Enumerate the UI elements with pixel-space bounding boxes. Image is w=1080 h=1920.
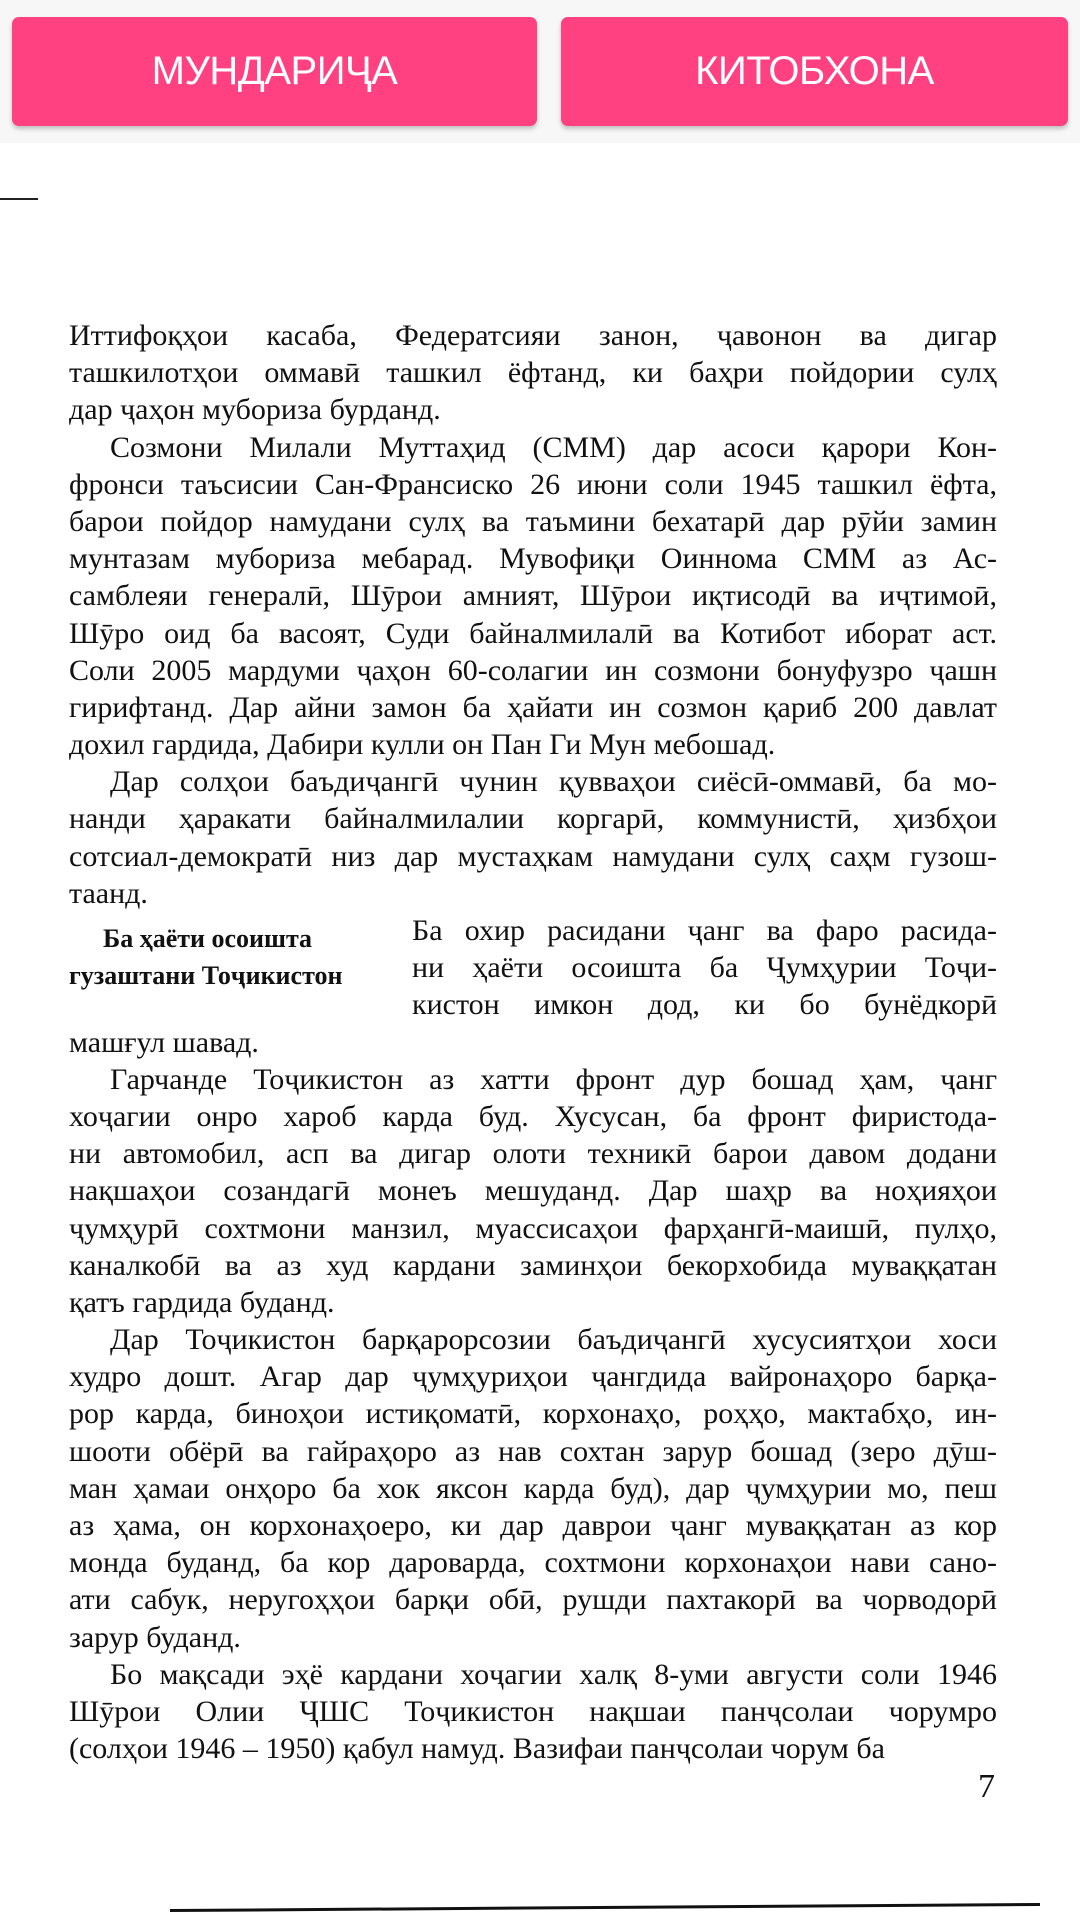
book-page: [69, 317, 997, 1767]
text-line: машғул шавад.: [69, 1025, 259, 1059]
text-line: худро дошт. Агар дар ҷумҳуриҳои ҷангдида вайронаҳоро барқа-: [69, 1360, 997, 1394]
text-line: таанд.: [69, 876, 148, 910]
text-line: нақшаҳои созандагӣ монеъ мешуданд. Дар шаҳр ва ноҳияҳои: [69, 1174, 997, 1208]
section-block: [69, 912, 997, 1024]
text-line: Созмони Милали Муттаҳид (СММ) дар асоси қарори Кон-: [110, 430, 997, 464]
scan-mark: [0, 198, 38, 200]
scan-edge: [170, 1903, 1040, 1912]
text-line: рор карда, биноҳои истиқоматӣ, корхонаҳо, роҳҳо, мактабҳо, ин-: [69, 1397, 997, 1431]
text-line: ни автомобил, асп ва дигар олоти техникӣ барои давом додани: [69, 1137, 997, 1171]
text-line: мунтазам мубориза мебарад. Мувофиқи Оиннома СММ аз Ас-: [69, 542, 997, 576]
text-line: дар ҷаҳон мубориза бурданд.: [69, 393, 441, 427]
paragraph: [69, 1656, 997, 1768]
text-line: Дар Тоҷикистон барқарорсозии баъдиҷангӣ хусусиятҳои хоси: [110, 1323, 997, 1357]
text-line: аз ҳама, он корхонаҳоеро, ки дар даврои ҷанг муваққатан аз кор: [69, 1509, 997, 1542]
paragraph: [69, 763, 997, 912]
section-heading-line: Ба ҳаёти осоишта: [103, 924, 313, 953]
paragraph: [69, 429, 997, 764]
text-line: монда буданд, ба кор даровардa, сохтмони корхонаҳои нави сано-: [69, 1546, 997, 1580]
text-line: ташкилотҳои оммавӣ ташкил ёфтанд, ки баҳри пойдории сулҳ: [69, 356, 997, 390]
text-line: хоҷагии онро хароб карда буд. Хусусан, ба фронт фиристода-: [69, 1099, 997, 1133]
page-number: 7: [978, 1768, 995, 1805]
text-line: барои пойдор намудани сулҳ ва таъмини бехатарӣ дар рӯйи замин: [69, 504, 997, 538]
text-line: каналкобӣ ва аз худ кардани заминҳои бекорхобида муваққатан: [69, 1248, 997, 1282]
paragraph: [69, 1321, 997, 1656]
text-line: қатъ гардида буданд.: [69, 1285, 335, 1319]
text-line: ҷумҳурӣ сохтмони манзил, муассисаҳои фарҳангӣ-маишӣ, пулҳо,: [69, 1211, 997, 1245]
top-toolbar: [0, 0, 1080, 143]
text-line: Шӯрои Олии ҶШС Тоҷикистон нақшаи панҷсолаи чорумро: [69, 1694, 997, 1728]
section-heading-line: гузаштани Тоҷикистон: [69, 961, 343, 991]
text-line: гирифтанд. Дар айни замон ба ҳайати ин созмон қариб 200 давлат: [69, 690, 997, 724]
text-line: ни ҳаёти осоишта ба Ҷумҳурии Тоҷи-: [412, 951, 997, 985]
text-line: фронси таъсисии Сан-Франсиско 26 июни соли 1945 ташкил ёфта,: [69, 467, 997, 501]
text-line: нанди ҳаракати байналмилалии коргарӣ, коммунистӣ, ҳизбҳои: [69, 802, 997, 836]
text-line: (солҳои 1946 – 1950) қабул намуд. Вазифаи панҷсолаи чорум ба: [69, 1732, 885, 1766]
text-line: Шӯро оид ба васоят, Суди байналмилалӣ ва Котибот иборат аст.: [69, 616, 997, 650]
text-line: Бо мақсади эҳё кардани хоҷагии халқ 8-уми августи соли 1946: [110, 1657, 997, 1691]
text-line: самблеяи генералӣ, Шӯрои амният, Шӯрои иқтисодӣ ва иҷтимоӣ,: [69, 579, 997, 613]
section-heading: [69, 912, 399, 1024]
paragraphs-after: [69, 1061, 997, 1768]
text-line: Иттифоқҳои касаба, Федератсияи занон, ҷавонон ва дигар: [69, 319, 997, 352]
text-line: Гарчанде Тоҷикистон аз хатти фронт дур бошад ҳам, ҷанг: [110, 1062, 997, 1096]
text-line: ман ҳамаи онҳоро ба хок яксон карда буд), дар ҷумҳурии мо, пеш: [69, 1471, 997, 1505]
text-line: Ба охир расидани ҷанг ва фаро расида-: [412, 914, 997, 947]
text-line: дохил гардида, Дабири кулли он Пан Ги Мун мебошад.: [69, 728, 776, 762]
text-line: Дар солҳои баъдиҷангӣ чунин қувваҳои сиёсӣ-оммавӣ, ба мо-: [110, 765, 997, 799]
paragraph: [69, 317, 997, 429]
text-line: Соли 2005 мардуми ҷаҳон 60-солагии ин созмони бонуфузро ҷашн: [69, 653, 997, 687]
paragraph: [69, 1061, 997, 1321]
text-line: шооти обёрӣ ва гайраҳоро аз нав сохтан зарур бошад (зеро дӯш-: [69, 1434, 997, 1468]
paragraphs-before: [69, 317, 997, 912]
text-line: ати сабук, неругоҳҳои барқи обӣ, рушди пахтакорӣ ва чорводорӣ: [69, 1583, 997, 1617]
text-line: кистон имкон дод, ки бо бунёдкорӣ: [412, 988, 997, 1022]
text-line: сотсиал-демократӣ низ дар мустаҳкам намудани сулҳ саҳм гузош-: [69, 839, 997, 873]
text-line: зарур буданд.: [69, 1620, 241, 1654]
section-side-text: [399, 912, 997, 1024]
library-button[interactable]: КИТОБХОНА: [561, 17, 1068, 126]
contents-button[interactable]: МУНДАРИҶА: [12, 17, 537, 126]
